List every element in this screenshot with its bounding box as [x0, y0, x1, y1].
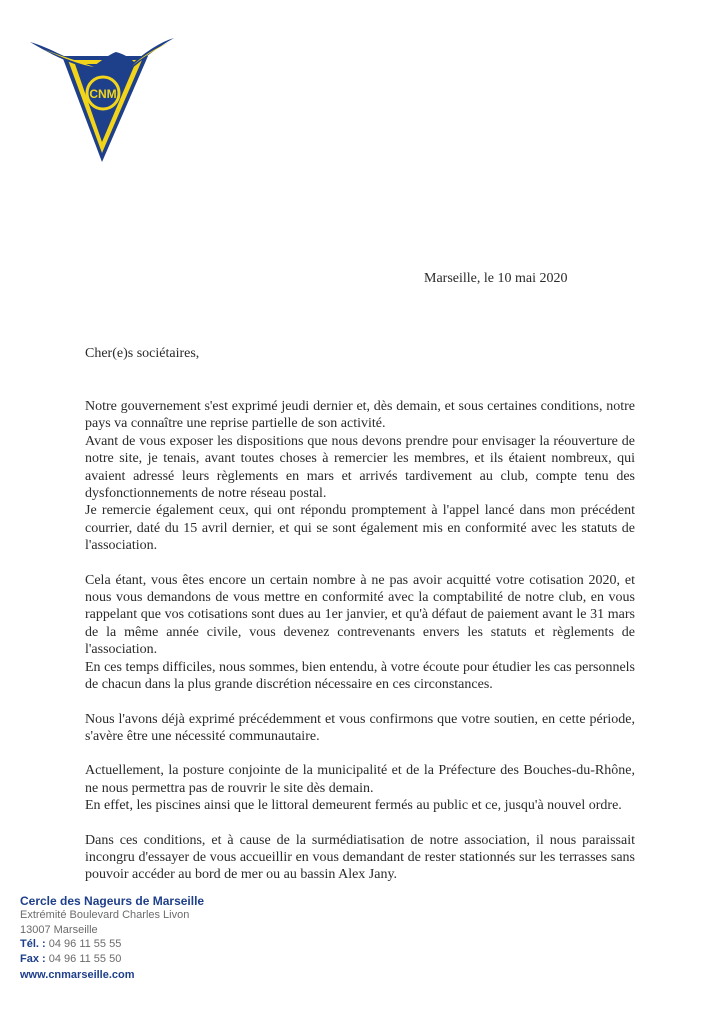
cnm-seagull-logo-icon: [30, 36, 174, 166]
paragraph: Notre gouvernement s'est exprimé jeudi dernier et, dès demain, et sous certaines conditions, notre pays va connaître une reprise partielle de son activité.: [85, 399, 635, 432]
fax-line: [20, 952, 204, 966]
letter-date: Marseille, le 10 mai 2020: [424, 271, 568, 286]
paragraph: En effet, les piscines ainsi que le littoral demeurent fermés au public et ce, jusqu'à nouvel ordre.: [85, 798, 622, 814]
paragraph: Actuellement, la posture conjointe de la municipalité et de la Préfecture des Bouches-du-Rhône, ne nous permettra pas de rouvrir le site dès demain.: [85, 763, 635, 796]
tel-label: Tél. :: [20, 938, 46, 951]
fax-label: Fax :: [20, 952, 46, 965]
paragraph: Nous l'avons déjà exprimé précédemment et vous confirmons que votre soutien, en cette période, s'avère être une nécessité communautaire.: [85, 711, 635, 744]
paragraph: En ces temps difficiles, nous sommes, bien entendu, à votre écoute pour étudier les cas personnels de chacun dans la plus grande discrétion nécessaire en ces circonstances.: [85, 659, 635, 693]
letter-salutation: Cher(e)s sociétaires,: [85, 346, 200, 361]
paragraph: Dans ces conditions, et à cause de la surmédiatisation de notre association, il nous paraissait incongru d'essayer de vous accueillir en vous demandant de rester stationnés sur les terrasses sans pouvoir accéder au bord de mer ou au bassin Alex Jany.: [85, 832, 635, 883]
letter-body: [85, 398, 635, 884]
logo-text: CNM: [89, 87, 117, 101]
address-line-2: 13007 Marseille: [20, 923, 98, 936]
paragraph: Cela étant, vous êtes encore un certain nombre à ne pas avoir acquitté votre cotisation 2020, et nous vous demandons de vous mettre en conformité avec la comptabilité de notre club, en vous rappelant que vos cotisations sont dues au 1er janvier, et qu'à défaut de paiement avant le 31 mars de la même année civile, vous devenez contrevenants envers les statuts et règlements de l'association.: [85, 572, 635, 658]
paragraph: Avant de vous exposer les dispositions que nous devons prendre pour envisager la réouverture de notre site, je tenais, avant toutes choses à remercier les membres, et ils étaient nombreux, qui avaient adressé leurs règlements en mars et arrivés tardivement au club, compte tenu des dysfonctionnements de notre réseau postal.: [85, 433, 635, 502]
letterhead-footer: [20, 894, 204, 982]
org-name: Cercle des Nageurs de Marseille: [20, 894, 205, 908]
website-link[interactable]: www.cnmarseille.com: [20, 969, 135, 982]
tel-number: 04 96 11 55 55: [48, 938, 122, 951]
paragraph: Je remercie également ceux, qui ont répondu promptement à l'appel lancé dans mon précédent courrier, daté du 15 avril dernier, et qui se sont également mis en conformité avec les statuts de l'association.: [85, 503, 635, 554]
tel-line: [20, 937, 204, 951]
club-logo: [30, 36, 174, 166]
fax-number: 04 96 11 55 50: [48, 952, 122, 965]
address-line-1: Extrémité Boulevard Charles Livon: [20, 909, 190, 922]
